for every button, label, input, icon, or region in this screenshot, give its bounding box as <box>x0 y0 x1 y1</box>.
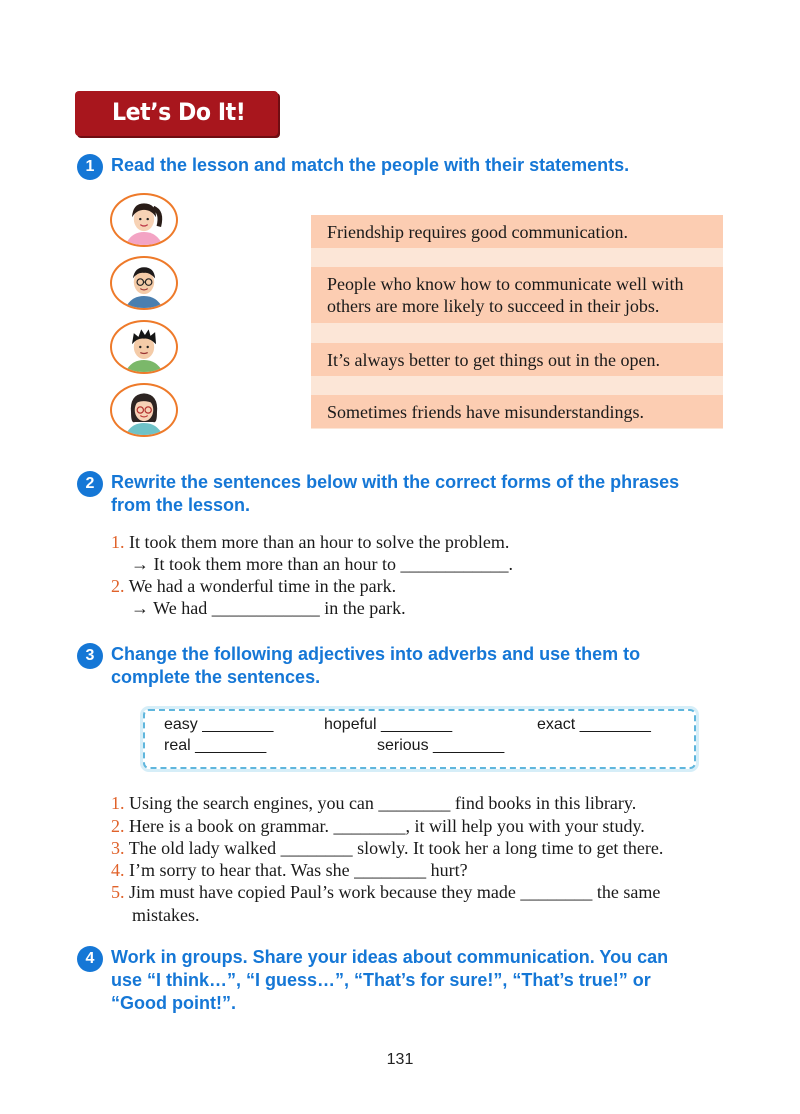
exercise-3-instruction-line1: Change the following adjectives into adverbs and use them to <box>111 644 641 664</box>
lets-do-it-banner <box>75 91 278 136</box>
exercise-3-sentence-3: 3. The old lady walked ________ slowly. It took her a long time to get there. <box>111 838 664 858</box>
boy-with-glasses-icon <box>110 256 178 310</box>
exercise-2-item-1-answer: → It took them more than an hour to ____________. <box>131 554 513 574</box>
exercise-3-instruction-line2: complete the sentences. <box>111 667 321 687</box>
exercise-2-item-2-answer: → We had ____________ in the park. <box>131 598 406 618</box>
statement-3[interactable]: It’s always better to get things out in the open. <box>311 343 723 376</box>
exercise-3-sentence-5: 5. Jim must have copied Paul’s work because they made ________ the same <box>111 882 661 902</box>
statement-1[interactable]: Friendship requires good communication. <box>311 215 723 248</box>
exercise-3-number: 3 <box>77 643 103 669</box>
exercise-1-instruction: Read the lesson and match the people with their statements. <box>111 155 630 175</box>
exercise-4-instruction-line3: “Good point!”. <box>111 993 236 1013</box>
exercise-1-number: 1 <box>77 154 103 180</box>
exercise-4-number: 4 <box>77 946 103 972</box>
exercise-3-sentence-2: 2. Here is a book on grammar. ________, it will help you with your study. <box>111 816 645 836</box>
exercise-3-sentence-4: 4. I’m sorry to hear that. Was she ________ hurt? <box>111 860 468 880</box>
word-hopeful: hopeful ________ <box>324 716 453 733</box>
statement-4[interactable]: Sometimes friends have misunderstandings. <box>311 395 723 428</box>
word-serious: serious ________ <box>377 737 505 754</box>
exercise-4-instruction-line1: Work in groups. Share your ideas about communication. You can <box>111 947 669 967</box>
boy-with-spiky-hair-icon <box>110 320 178 374</box>
statement-2[interactable]: People who know how to communicate well with others are more likely to succeed in their jobs. <box>311 267 723 323</box>
exercise-2-instruction-line1: Rewrite the sentences below with the correct forms of the phrases <box>111 472 680 492</box>
exercise-2-item-2: 2. We had a wonderful time in the park. <box>111 576 397 596</box>
word-real: real ________ <box>164 737 267 754</box>
exercise-2-item-1: 1. It took them more than an hour to solve the problem. <box>111 532 510 552</box>
woman-with-glasses-icon <box>110 383 178 437</box>
page-number: 131 <box>386 1051 414 1068</box>
exercise-3-sentence-5-continuation: mistakes. <box>132 905 200 925</box>
exercise-3-sentence-1: 1. Using the search engines, you can ________ find books in this library. <box>111 793 637 813</box>
exercise-4-instruction-line2: use “I think…”, “I guess…”, “That’s for sure!”, “That’s true!” or <box>111 970 651 990</box>
girl-with-ponytail-icon <box>110 193 178 247</box>
word-exact: exact ________ <box>537 716 651 733</box>
word-easy: easy ________ <box>164 716 274 733</box>
exercise-2-instruction-line2: from the lesson. <box>111 495 251 515</box>
banner-title: Let’s Do It! <box>112 98 246 126</box>
exercise-2-number: 2 <box>77 471 103 497</box>
